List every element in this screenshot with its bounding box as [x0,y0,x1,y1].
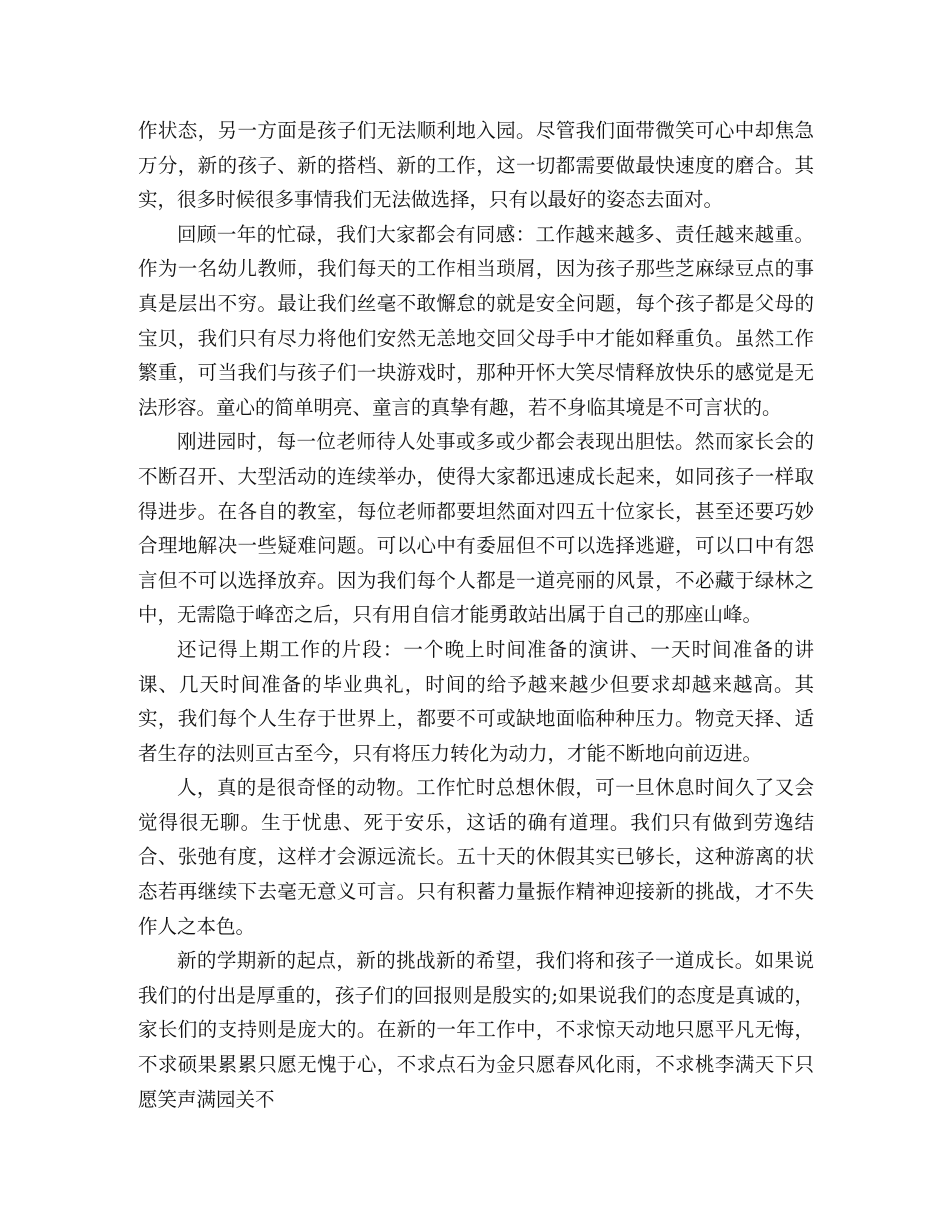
paragraph-2: 回顾一年的忙碌，我们大家都会有同感：工作越来越多、责任越来越重。作为一名幼儿教师，我们每天的工作相当琐屑，因为孩子那些芝麻绿豆点的事真是层出不穷。最让我们丝毫不敢懈怠的就是安全问题，每个孩子都是父母的宝贝，我们只有尽力将他们安然无恙地交回父母手中才能如释重负。虽然工作繁重，可当我们与孩子们一块游戏时，那种开怀大笑尽情释放快乐的感觉是无法形容。童心的简单明亮、童言的真挚有趣，若不身临其境是不可言状的。 [138,222,814,419]
document-body [138,114,814,1117]
paragraph-4: 还记得上期工作的片段：一个晚上时间准备的演讲、一天时间准备的讲课、几天时间准备的毕业典礼，时间的给予越来越少但要求却越来越高。其实，我们每个人生存于世界上，都要不可或缺地面临种种压力。物竞天择、适者生存的法则亘古至今，只有将压力转化为动力，才能不断地向前迈进。 [138,637,814,765]
paragraph-6: 新的学期新的起点，新的挑战新的希望，我们将和孩子一道成长。如果说我们的付出是厚重的，孩子们的回报则是殷实的;如果说我们的态度是真诚的，家长们的支持则是庞大的。在新的一年工作中，不求惊天动地只愿平凡无悔，不求硕果累累只愿无愧于心，不求点石为金只愿春风化雨，不求桃李满天下只愿笑声满园关不 [138,949,814,1111]
paragraph-1: 作状态，另一方面是孩子们无法顺利地入园。尽管我们面带微笑可心中却焦急万分，新的孩子、新的搭档、新的工作，这一切都需要做最快速度的磨合。其实，很多时候很多事情我们无法做选择，只有以最好的姿态去面对。 [138,119,814,212]
paragraph-3: 刚进园时，每一位老师待人处事或多或少都会表现出胆怯。然而家长会的不断召开、大型活动的连续举办，使得大家都迅速成长起来，如同孩子一样取得进步。在各自的教室，每位老师都要坦然面对四五十位家长，甚至还要巧妙合理地解决一些疑难问题。可以心中有委屈但不可以选择逃避，可以口中有怨言但不可以选择放弃。因为我们每个人都是一道亮丽的风景，不必藏于绿林之中，无需隐于峰峦之后，只有用自信才能勇敢站出属于自己的那座山峰。 [138,430,814,627]
paragraph-5: 人，真的是很奇怪的动物。工作忙时总想休假，可一旦休息时间久了又会觉得很无聊。生于忧患、死于安乐，这话的确有道理。我们只有做到劳逸结合、张弛有度，这样才会源远流长。五十天的休假其实已够长，这种游离的状态若再继续下去毫无意义可言。只有积蓄力量振作精神迎接新的挑战，才不失作人之本色。 [138,776,814,938]
